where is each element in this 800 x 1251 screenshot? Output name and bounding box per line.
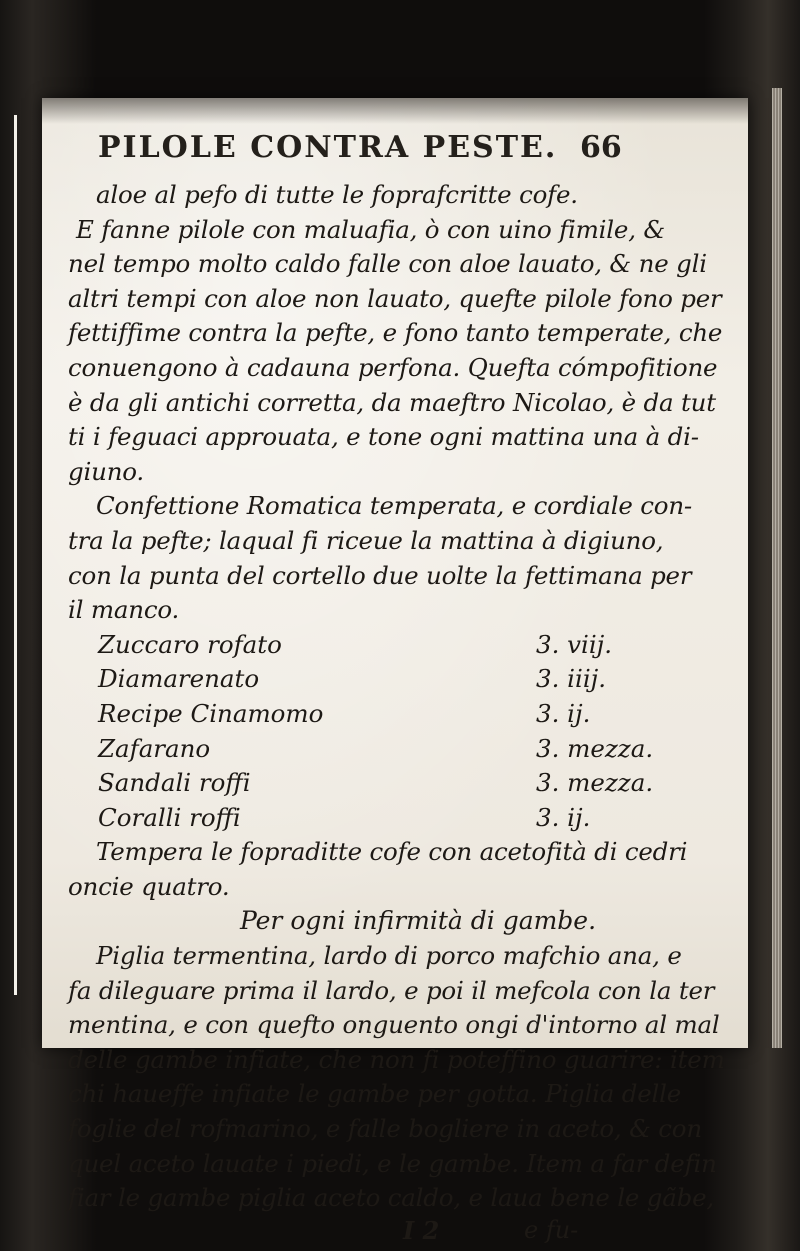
text-line: è da gli antichi corretta, da maeftro Nicolao, è da tut [68, 387, 716, 417]
recipe-row [68, 628, 728, 663]
paragraph-temper [68, 835, 728, 904]
recipe-list [68, 628, 728, 836]
text-line: conuengono à cadauna perfona. Quefta cómpofitione [68, 352, 718, 382]
text-line: altri tempi con aloe non lauato, quefte pilole fono per [68, 283, 722, 313]
text-line: il manco. [68, 595, 180, 625]
paragraph-legs [68, 939, 728, 1216]
recipe-quantity: 3. ij. [536, 698, 591, 728]
signature-mark: I 2 [403, 1215, 440, 1245]
recipe-row [68, 662, 728, 697]
recipe-ingredient: Coralli roffi [98, 802, 241, 832]
recipe-quantity: 3. iiij. [536, 664, 607, 694]
recipe-ingredient: Sandali roffi [98, 768, 251, 798]
text-line: mentina, e con quefto onguento ongi d'intorno al mal [68, 1010, 720, 1040]
paragraph-pills [68, 178, 728, 489]
page-header [68, 130, 728, 174]
text-line: foglie del rofmarino, e falle bogliere in aceto, & con [68, 1114, 702, 1144]
running-title: PILOLE CONTRA PESTE. [98, 130, 558, 165]
text-line: Tempera le fopraditte cofe con acetofità di cedri [96, 837, 688, 867]
paragraph-confection [68, 489, 728, 627]
recipe-row [68, 801, 728, 836]
text-line: nel tempo molto caldo falle con aloe lauato, & ne gli [68, 249, 707, 279]
text-line: fa dileguare prima il lardo, e poi il mefcola con la ter [68, 975, 715, 1005]
recipe-quantity: 3. mezza. [536, 768, 654, 798]
text-line: fiar le gambe piglia aceto caldo, e laua bene le gãbe, [68, 1183, 715, 1213]
page-edge-right [772, 88, 782, 1048]
recipe-quantity: 3. ij. [536, 802, 591, 832]
text-line: delle gambe infiate, che non fi poteffino guarire: item [68, 1044, 725, 1074]
recipe-quantity: 3. mezza. [536, 733, 654, 763]
text-line: Piglia termentina, lardo di porco mafchio ana, e [96, 941, 682, 971]
text-line: quel aceto lauate i piedi, e le gambe. Item a far defin [68, 1148, 717, 1178]
recipe-ingredient: Zuccaro rofato [98, 629, 282, 659]
text-line: giuno. [68, 456, 144, 486]
text-line: fettiffime contra la pefte, e fono tanto temperate, che [68, 318, 723, 348]
recipe-quantity: 3. viij. [536, 629, 613, 659]
text-line: tra la pefte; laqual fi riceue la mattina à digiuno, [68, 525, 664, 555]
recipe-row [68, 766, 728, 801]
page-text [68, 130, 728, 1250]
text-line: oncie quatro. [68, 871, 230, 901]
recipe-row [68, 732, 728, 767]
text-line: aloe al pefo di tutte le foprafcritte cofe. [96, 180, 578, 209]
text-line: ti i feguaci approuata, e tone ogni mattina una à di- [68, 422, 699, 452]
text-line: E fanne pilole con maluafia, ò con uino fimile, & [76, 214, 666, 244]
text-line: Confettione Romatica temperata, e cordiale con- [96, 491, 692, 521]
recipe-ingredient: Recipe Cinamomo [98, 698, 324, 728]
recipe-row [68, 697, 728, 732]
catchword: e fu- [524, 1215, 579, 1244]
recipe-ingredient: Diamarenato [98, 664, 260, 694]
recipe-ingredient: Zafarano [98, 733, 211, 763]
text-line: chi haueffe infiate le gambe per gotta. Piglia delle [68, 1079, 682, 1109]
page-edge-left [14, 115, 17, 995]
page-footer [68, 1216, 728, 1250]
text-line: con la punta del cortello due uolte la fettimana per [68, 560, 692, 590]
page-number: 66 [580, 130, 622, 165]
section-heading: Per ogni infirmità di gambe. [239, 906, 597, 936]
